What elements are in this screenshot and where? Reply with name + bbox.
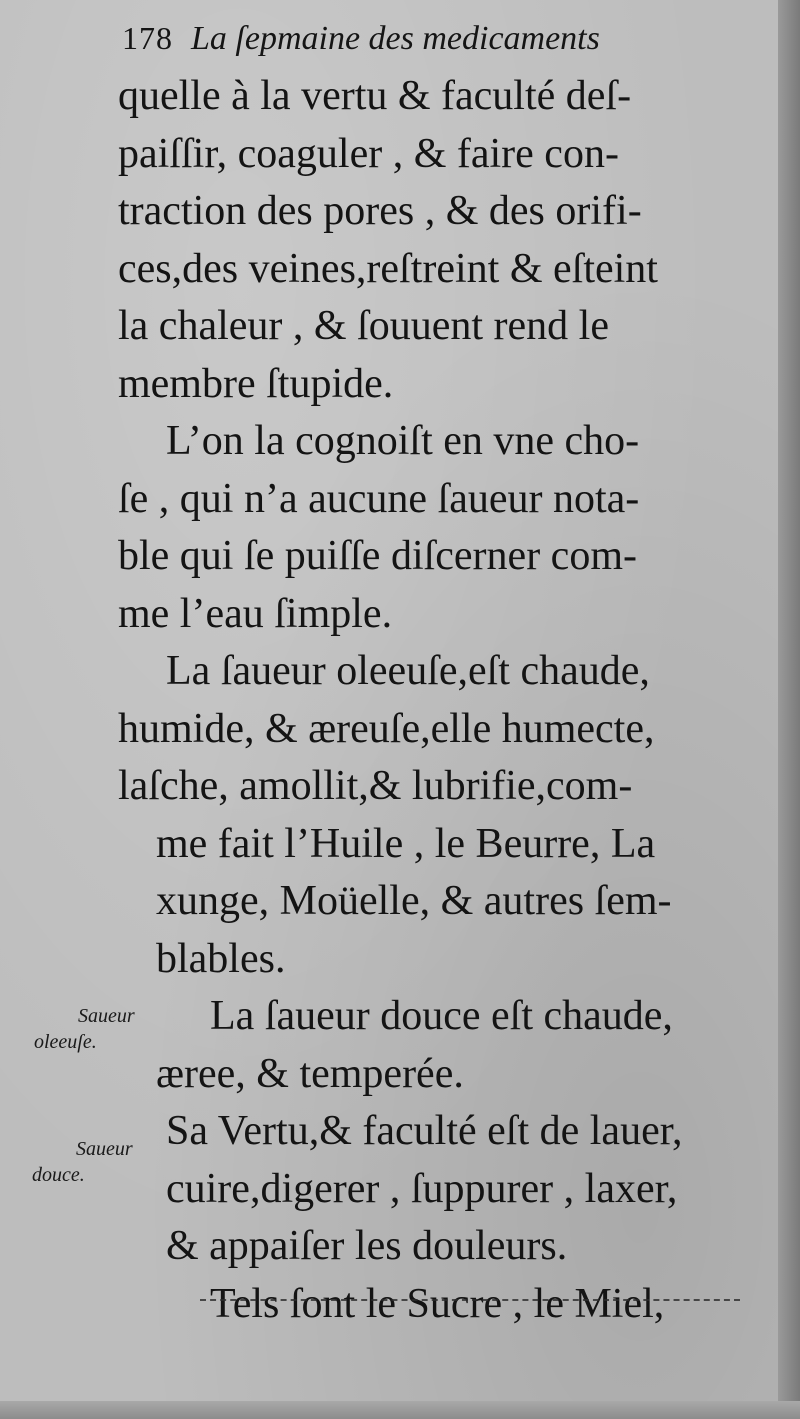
text-line: ſe , qui n’a aucune ſaueur nota- [118,475,640,522]
running-title: La ſepmaine des medicaments [191,20,600,57]
text-line: blables. [156,935,286,982]
text-line: ces,des veines,reſtreint & eſteint [118,245,658,292]
text-line: membre ſtupide. [118,360,394,407]
margin-note-line: Saueur [78,1005,135,1027]
text-line: L’on la cognoiſt en vne cho- [166,418,640,464]
page-header [122,20,600,58]
catchword-rule [200,1299,740,1305]
page-right-edge [778,0,800,1419]
margin-note-line: Saueur [76,1138,133,1160]
text-line: & appaiſer les douleurs. [166,1223,568,1269]
margin-note-line: oleeuſe. [34,1031,97,1053]
text-line: quelle à la vertu & faculté deſ- [118,73,632,119]
margin-note-saueur-douce [32,1136,133,1188]
text-line: La ſaueur oleeuſe,eſt chaude, [166,648,650,694]
page-number: 178 [122,20,173,56]
text-line: me l’eau ſimple. [118,590,393,637]
margin-note-saueur-oleeuse [34,1003,135,1055]
text-line: xunge, Moüelle, & autres ſem- [156,878,672,924]
text-line: ble qui ſe puiſſe diſcerner com- [118,533,637,579]
text-line: traction des pores , & des orifi- [118,188,642,234]
margin-note-line: douce. [32,1164,85,1186]
text-line: cuire,digerer , ſuppurer , laxer, [166,1165,678,1212]
text-line: æree, & temperée. [156,1050,464,1097]
text-line: paiſſir, coaguler , & faire con- [118,130,619,177]
body-text [118,68,728,1333]
text-line: laſche, amollit,& lubrifie,com- [118,763,633,809]
text-line: Sa Vertu,& faculté eſt de lauer, [166,1108,683,1154]
text-line: la chaleur , & ſouuent rend le [118,303,609,349]
text-line: me fait l’Huile , le Beurre, La [156,820,656,867]
text-line: Tels ſont le Sucre , le Miel, [210,1280,665,1327]
text-line: humide, & æreuſe,elle humecte, [118,705,655,752]
text-line: La ſaueur douce eſt chaude, [210,993,673,1039]
page-bottom-edge [0,1401,800,1419]
